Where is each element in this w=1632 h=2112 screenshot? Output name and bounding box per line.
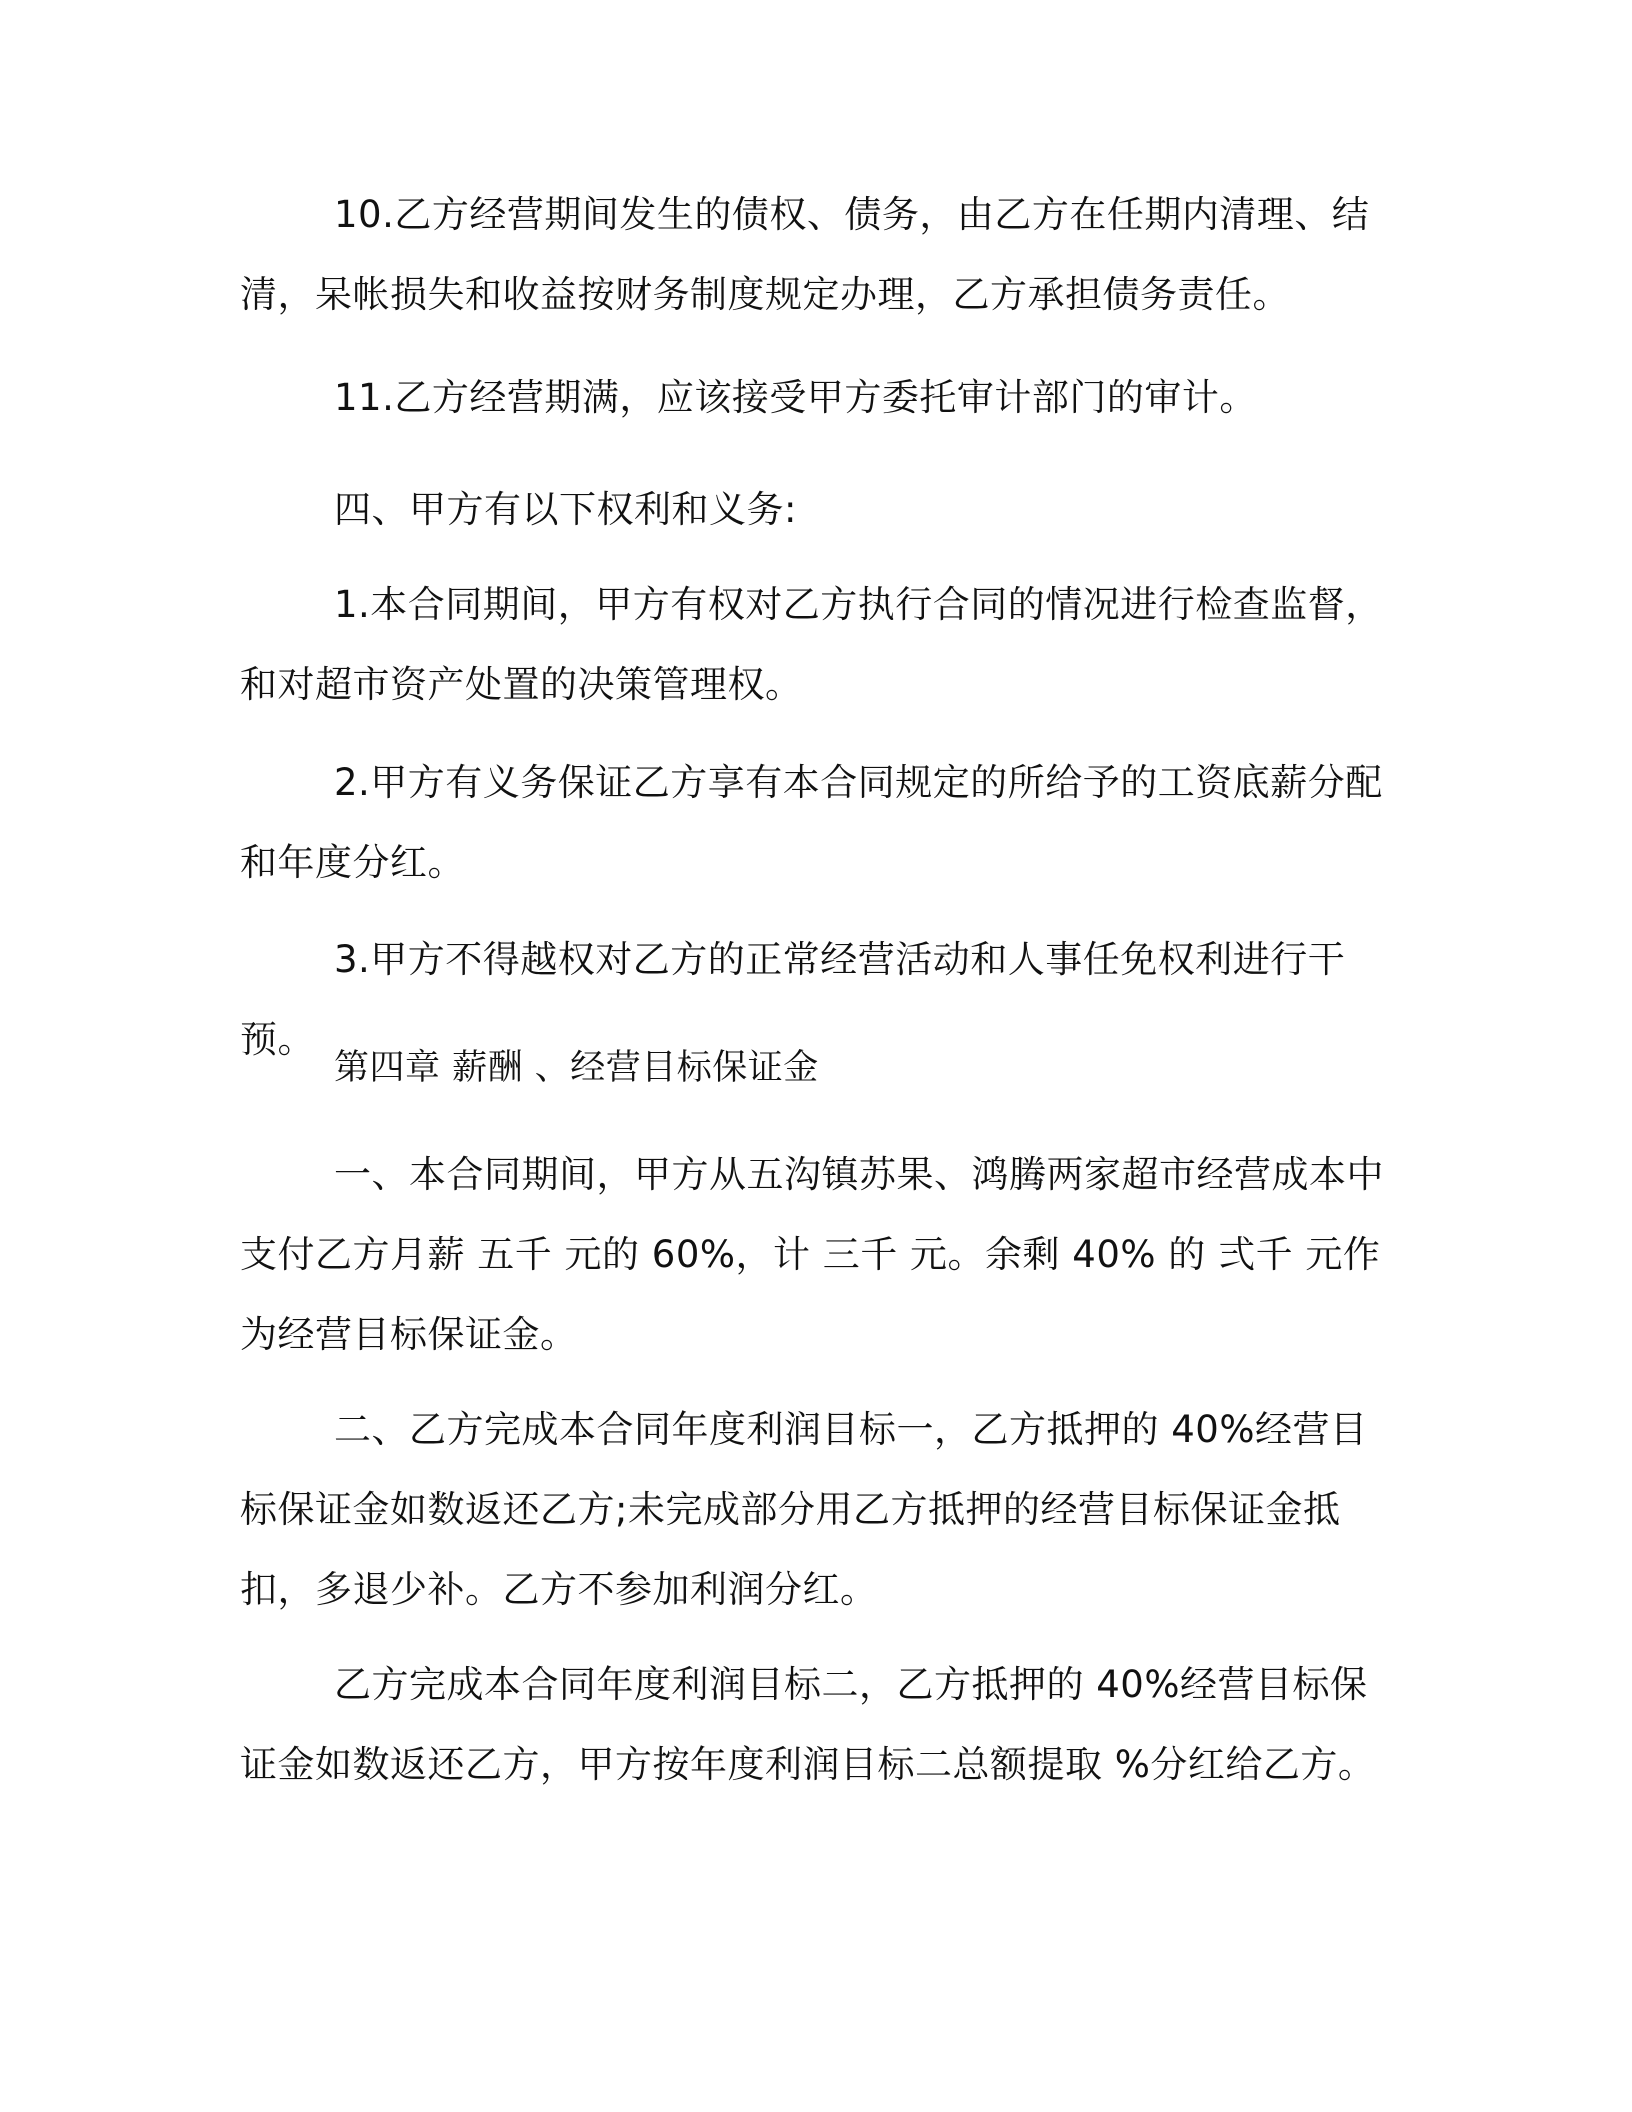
paragraph-monthly-salary: 一、本合同期间，甲方从五沟镇苏果、鸿腾两家超市经营成本中支付乙方月薪 五千 元的 60%，计 三千 元。余剩 40% 的 弍千 元作为经营目标保证金。: [240, 1153, 1384, 1356]
paragraph-debt-settlement: 10.乙方经营期间发生的债权、债务，由乙方在任期内清理、结清，呆帐损失和收益按财务制度规定办理，乙方承担债务责任。: [240, 193, 1370, 316]
paragraph-no-interference: 3.甲方不得越权对乙方的正常经营活动和人事任免权利进行干预。: [240, 938, 1346, 1061]
paragraph-profit-target-one: 二、乙方完成本合同年度利润目标一，乙方抵押的 40%经营目标保证金如数返还乙方;未完成部分用乙方抵押的经营目标保证金抵扣，多退少补。乙方不参加利润分红。: [240, 1408, 1368, 1611]
chapter-heading-compensation: 第四章 薪酬 、经营目标保证金: [334, 1048, 819, 1088]
paragraph-audit: 11.乙方经营期满，应该接受甲方委托审计部门的审计。: [334, 376, 1257, 419]
paragraph-profit-target-two: 乙方完成本合同年度利润目标二，乙方抵押的 40%经营目标保证金如数返还乙方，甲方按年度利润目标二总额提取 %分红给乙方。: [240, 1663, 1376, 1786]
paragraph-salary-guarantee: 2.甲方有义务保证乙方享有本合同规定的所给予的工资底薪分配和年度分红。: [240, 761, 1383, 884]
paragraph-supervision-right: 1.本合同期间，甲方有权对乙方执行合同的情况进行检查监督，和对超市资产处置的决策管理权。: [240, 583, 1383, 706]
section-heading-party-a-rights: 四、甲方有以下权利和义务:: [334, 488, 797, 531]
